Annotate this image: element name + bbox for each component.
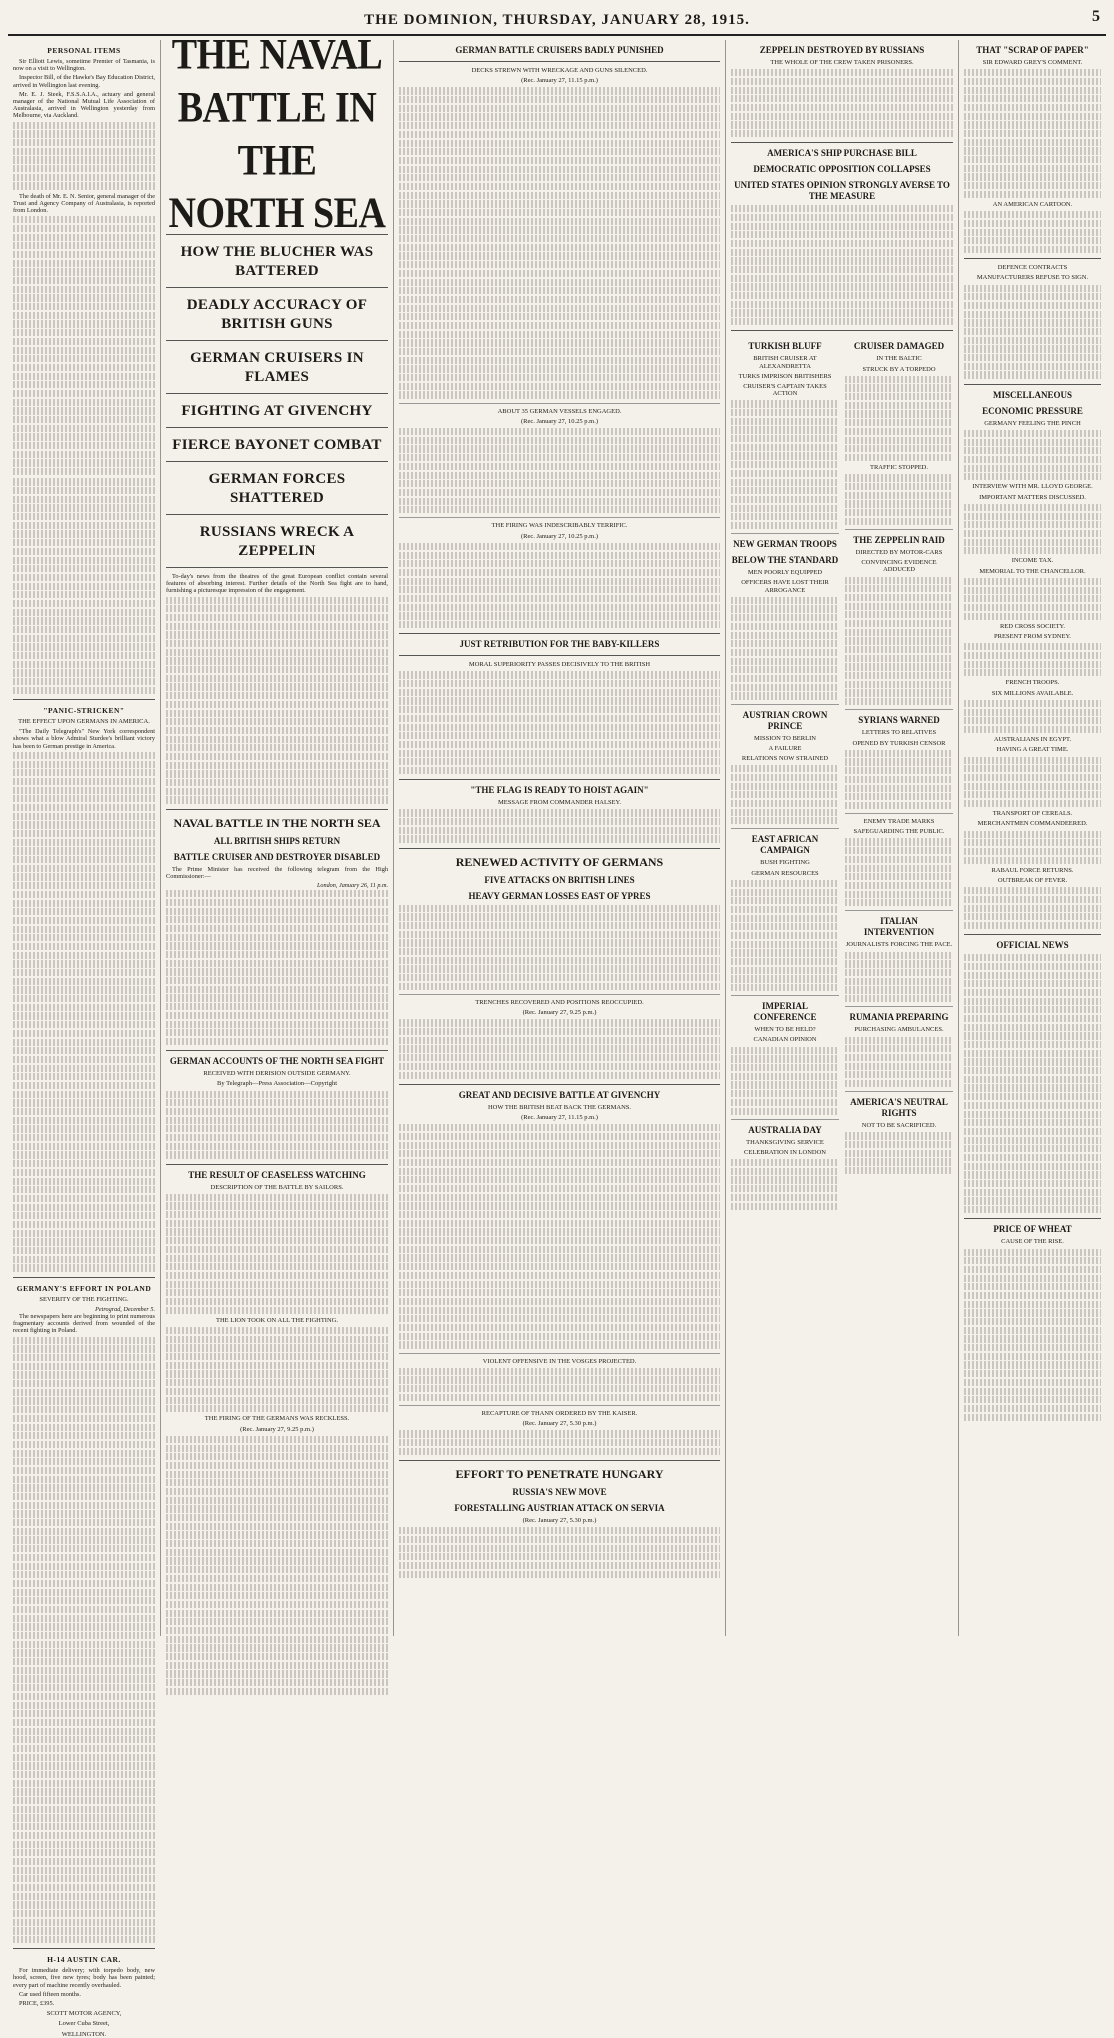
page-number: 5 <box>1092 8 1100 25</box>
subheading-commandeered: MERCHANTMEN COMMANDEERED. <box>977 820 1088 828</box>
subheading-moral: MORAL SUPERIORITY PASSES DECISIVELY TO THE BRITISH <box>468 661 651 669</box>
subheading-sailors: DESCRIPTION OF THE BATTLE BY SAILORS. <box>210 1183 344 1191</box>
subheading-censor: OPENED BY TURKISH CENSOR <box>852 739 946 747</box>
subheading-six-millions: SIX MILLIONS AVAILABLE. <box>991 689 1074 697</box>
columns <box>8 30 1106 2038</box>
subheading-baltic: IN THE BALTIC <box>876 355 922 363</box>
headline-ceaseless: THE RESULT OF CEASELESS WATCHING <box>188 1169 366 1180</box>
masthead-title: THE DOMINION, THURSDAY, JANUARY 28, 1915. <box>364 11 750 28</box>
article-text: The Prime Minister has received the following telegram from the High Commissioner:— <box>166 865 388 880</box>
subheading-strained: RELATIONS NOW STRAINED <box>741 754 829 762</box>
subheading-thann: RECAPTURE OF THANN ORDERED BY THE KAISER. <box>481 1409 638 1417</box>
headline-ship-purchase: AMERICA'S SHIP PURCHASE BILL <box>767 148 917 159</box>
headline-zeppelin-destroyed: ZEPPELIN DESTROYED BY RUSSIANS <box>759 45 925 55</box>
headline-renewed-activity: RENEWED ACTIVITY OF GERMANS <box>455 854 664 869</box>
column-5 <box>959 40 1106 1636</box>
column-4 <box>726 40 959 1636</box>
subheading-sacrificed: NOT TO BE SACRIFICED. <box>861 1122 937 1130</box>
subheading-reckless: THE FIRING OF THE GERMANS WAS RECKLESS. <box>204 1415 350 1423</box>
subheading-halsey: MESSAGE FROM COMMANDER HALSEY. <box>497 799 622 807</box>
subheading-trenches: TRENCHES RECOVERED AND POSITIONS REOCCUPIED. <box>475 999 644 1006</box>
subheading-35-vessels: ABOUT 35 GERMAN VESSELS ENGAGED. <box>497 407 622 415</box>
ad-title: H-14 AUSTIN CAR. <box>47 1955 121 1965</box>
subheading-traffic: TRAFFIC STOPPED. <box>869 464 929 472</box>
received-note: (Rec. January 27, 10.25 p.m.) <box>520 532 599 540</box>
subheading-red-cross: RED CROSS SOCIETY. <box>999 622 1066 630</box>
headline-givenchy: FIGHTING AT GIVENCHY <box>181 403 373 419</box>
received-note: (Rec. January 27, 11.15 p.m.) <box>521 1113 598 1121</box>
headline-naval-battle: NAVAL BATTLE IN THE NORTH SEA <box>173 815 381 830</box>
column-4-left <box>731 336 839 1212</box>
subheading-resources: GERMAN RESOURCES <box>751 869 819 877</box>
headline-retribution: JUST RETRIBUTION FOR THE BABY-KILLERS <box>459 639 660 650</box>
subheading-celebration: CELEBRATION IN LONDON <box>744 1148 826 1156</box>
headline-russias-move: RUSSIA'S NEW MOVE <box>512 1486 607 1497</box>
headline-disabled: BATTLE CRUISER AND DESTROYER DISABLED <box>173 851 381 862</box>
subheading-fever: OUTBREAK OF FEVER. <box>997 877 1068 885</box>
article-text: The newspapers here are beginning to print numerous fragmentary accounts derived from wounded of the recent fighting in Poland. <box>13 1313 155 1335</box>
headline-hungary: EFFORT TO PENETRATE HUNGARY <box>455 1466 664 1481</box>
dateline: Petrograd, December 5. <box>95 1305 155 1313</box>
subheading-income-tax: INCOME TAX. <box>1011 557 1054 565</box>
headline-below-standard: BELOW THE STANDARD <box>731 555 839 566</box>
panic-stricken-heading: "PANIC-STRICKEN" <box>43 706 125 716</box>
subheading-evidence: CONVINCING EVIDENCE ADDUCED <box>861 559 937 574</box>
column-4-split <box>731 336 953 1212</box>
subheading-egypt: AUSTRALIANS IN EGYPT. <box>993 736 1072 744</box>
subheading-sydney: PRESENT FROM SYDNEY. <box>994 633 1071 641</box>
subheading-arrogance: OFFICERS HAVE LOST THEIR ARROGANCE <box>741 579 829 594</box>
headline-cruiser-damaged: CRUISER DAMAGED <box>853 341 945 352</box>
subheading-rabaul: RABAUL FORCE RETURNS. <box>991 866 1074 874</box>
headline-scrap-of-paper: THAT "SCRAP OF PAPER" <box>976 45 1089 55</box>
headline-syrians: SYRIANS WARNED <box>858 715 940 726</box>
ad-note: Car used fifteen months. <box>19 1990 81 1998</box>
panic-subheading: THE EFFECT UPON GERMANS IN AMERICA. <box>18 718 150 726</box>
column-2 <box>161 30 394 1636</box>
subheading-alexandretta: BRITISH CRUISER AT ALEXANDRETTA <box>753 355 817 370</box>
headline-five-attacks: FIVE ATTACKS ON BRITISH LINES <box>484 874 635 885</box>
headline-shattered: GERMAN FORCES SHATTERED <box>208 471 346 506</box>
headline-blucher: HOW THE BLUCHER WAS BATTERED <box>180 244 374 279</box>
headline-new-troops: NEW GERMAN TROOPS <box>733 539 837 550</box>
headline-cruisers-flames: GERMAN CRUISERS IN FLAMES <box>190 350 364 385</box>
byline: By Telegraph—Press Association—Copyright <box>216 1080 338 1088</box>
main-headline-line1: THE NAVAL BATTLE IN <box>171 30 383 132</box>
headline-east-africa: EAST AFRICAN CAMPAIGN <box>751 834 819 856</box>
headline-australia-day: AUSTRALIA DAY <box>748 1124 822 1135</box>
column-1 <box>8 40 161 2038</box>
subheading-imprison: TURKS IMPRISON BRITISHERS <box>738 372 832 380</box>
received-note: (Rec. January 27, 10.25 p.m.) <box>520 417 599 425</box>
subheading-poorly-equipped: MEN POORLY EQUIPPED <box>747 569 823 577</box>
subheading-torpedo: STRUCK BY A TORPEDO <box>862 365 936 373</box>
subheading-motor-cars: DIRECTED BY MOTOR-CARS <box>855 548 943 556</box>
headline-crown-prince: AUSTRIAN CROWN PRINCE <box>742 709 828 731</box>
article-text: "The Daily Telegraph's" New York correspondent shows what a blow Admiral Sturdee's brilliant victory has been to German prestige in America. <box>13 728 155 750</box>
subheading-rise: CAUSE OF THE RISE. <box>1001 1238 1064 1246</box>
subheading-matters: IMPORTANT MATTERS DISCUSSED. <box>979 493 1086 501</box>
column-3 <box>394 40 726 1636</box>
subheading-crew: THE WHOLE OF THE CREW TAKEN PRISONERS. <box>770 59 914 66</box>
headline-official-news: OFFICIAL NEWS <box>996 940 1069 951</box>
subheading-wreckage: DECKS STREWN WITH WRECKAGE AND GUNS SILENCED. <box>471 67 648 74</box>
article-text: Sir Elliott Lewis, sometime Premier of Tasmania, is now on a visit to Wellington. <box>13 58 155 73</box>
subheading-thanksgiving: THANKSGIVING SERVICE <box>746 1138 824 1146</box>
headline-miscellaneous: MISCELLANEOUS <box>992 389 1073 400</box>
headline-zeppelin: RUSSIANS WRECK A ZEPPELIN <box>199 524 355 559</box>
headline-zeppelin-raid: THE ZEPPELIN RAID <box>853 534 945 545</box>
ad-price: PRICE, £395. <box>19 2000 55 2008</box>
subheading-safeguarding: SAFEGUARDING THE PUBLIC. <box>853 828 945 836</box>
main-headline-line2: THE NORTH SEA <box>168 136 386 238</box>
subheading-canadian: CANADIAN OPINION <box>753 1036 817 1044</box>
received-note: (Rec. January 27, 5.30 p.m.) <box>522 1420 597 1428</box>
headline-economic: ECONOMIC PRESSURE <box>982 405 1083 416</box>
headline-ships-return: ALL BRITISH SHIPS RETURN <box>213 835 341 846</box>
subheading-terrific: THE FIRING WAS INDESCRIBABLY TERRIFIC. <box>491 522 628 530</box>
subheading-lloyd-george: INTERVIEW WITH MR. LLOYD GEORGE. <box>972 483 1093 491</box>
subheading-when-held: WHEN TO BE HELD? <box>754 1026 816 1034</box>
article-text: Inspector Bill, of the Hawke's Bay Education District, arrived in Wellington last evening. <box>13 74 155 89</box>
subheading-bush: BUSH FIGHTING <box>760 859 810 867</box>
ad-agent: SCOTT MOTOR AGENCY, <box>46 2010 122 2018</box>
subheading-grey: SIR EDWARD GREY'S COMMENT. <box>982 59 1083 66</box>
personal-items-heading: PERSONAL ITEMS <box>47 46 121 55</box>
subheading-failure: A FAILURE <box>768 744 802 752</box>
subheading-french-troops: FRENCH TROOPS. <box>1005 679 1060 687</box>
received-note: (Rec. January 27, 9.25 p.m.) <box>240 1425 314 1433</box>
headline-accuracy: DEADLY ACCURACY OF BRITISH GUNS <box>186 297 368 332</box>
lead-text: To-day's news from the theatres of the great European conflict contain several features of absorbing interest. Further details of the North Sea fight are to hand, furnishing a picturesque impression of the engagement. <box>166 573 388 595</box>
main-headline <box>166 28 388 240</box>
subheading-journalists: JOURNALISTS FORCING THE PACE. <box>845 941 953 949</box>
article-text: Mr. E. J. Steek, F.S.S.A.I.A., actuary and general manager of the National Mutual Life Association of Australasia, arrived in Wellington yesterday from Melbourne, via Auckland. <box>13 90 155 120</box>
dateline: London, January 26, 11 p.m. <box>316 882 388 890</box>
received-note: (Rec. January 27, 9.25 p.m.) <box>522 1009 597 1017</box>
subheading-cereals: TRANSPORT OF CEREALS. <box>992 810 1073 818</box>
headline-decisive-battle: GREAT AND DECISIVE BATTLE AT GIVENCHY <box>458 1089 661 1100</box>
subheading-pinch: GERMANY FEELING THE PINCH <box>984 419 1081 427</box>
subheading-memorial: MEMORIAL TO THE CHANCELLOR. <box>979 567 1086 575</box>
article-text: The death of Mr. E. N. Senior, general manager of the Trust and Agency Company of Australasia, is reported from London. <box>13 192 155 215</box>
subheading-ambulances: PURCHASING AMBULANCES. <box>854 1026 944 1034</box>
headline-flag: "THE FLAG IS READY TO HOIST AGAIN" <box>470 785 649 796</box>
headline-bayonet: FIERCE BAYONET COMBAT <box>172 437 382 453</box>
received-note: (Rec. January 27, 5.30 p.m.) <box>522 1516 597 1524</box>
received-note: (Rec. January 27, 11.15 p.m.) <box>521 77 598 85</box>
headline-imperial-conference: IMPERIAL CONFERENCE <box>753 1001 817 1023</box>
subheading-trade-marks: ENEMY TRADE MARKS <box>863 818 935 826</box>
subheading-refuse: MANUFACTURERS REFUSE TO SIGN. <box>976 274 1089 282</box>
subheading-great-time: HAVING A GREAT TIME. <box>996 746 1069 754</box>
headline-turkish-bluff: TURKISH BLUFF <box>748 341 822 352</box>
headline-ypres: HEAVY GERMAN LOSSES EAST OF YPRES <box>468 890 651 901</box>
subheading-beat-back: HOW THE BRITISH BEAT BACK THE GERMANS. <box>487 1103 632 1111</box>
headline-neutral-rights: AMERICA'S NEUTRAL RIGHTS <box>850 1097 948 1119</box>
poland-subheading: SEVERITY OF THE FIGHTING. <box>39 1295 129 1303</box>
subheading-mission: MISSION TO BERLIN <box>754 734 816 742</box>
headline-servia: FORESTALLING AUSTRIAN ATTACK ON SERVIA <box>454 1502 665 1513</box>
headline-battle-cruisers: GERMAN BATTLE CRUISERS BADLY PUNISHED <box>455 45 664 55</box>
subheading-lion: THE LION TOOK ON ALL THE FIGHTING. <box>216 1316 338 1324</box>
subheading-derision: RECEIVED WITH DERISION OUTSIDE GERMANY. <box>203 1070 351 1078</box>
headline-german-accounts: GERMAN ACCOUNTS OF THE NORTH SEA FIGHT <box>169 1056 385 1067</box>
ad-street: Lower Cuba Street, <box>58 2020 110 2028</box>
headline-rumania: RUMANIA PREPARING <box>849 1012 949 1023</box>
headline-wheat: PRICE OF WHEAT <box>993 1224 1072 1235</box>
subheading-cartoon: AN AMERICAN CARTOON. <box>992 201 1073 209</box>
column-4-right <box>845 336 953 1212</box>
subheading-defence-contracts: DEFENCE CONTRACTS <box>997 264 1068 272</box>
subheading-letters: LETTERS TO RELATIVES <box>861 729 937 737</box>
poland-heading: GERMANY'S EFFORT IN POLAND <box>16 1283 152 1293</box>
ad-text: For immediate delivery; with torpedo body, new hood, screen, five new tyres; body has been painted; every part of machine recently overhauled. <box>13 1967 155 1989</box>
ad-city: WELLINGTON. <box>61 2030 107 2038</box>
headline-italian: ITALIAN INTERVENTION <box>863 916 935 938</box>
headline-democratic: DEMOCRATIC OPPOSITION COLLAPSES <box>753 164 931 175</box>
subheading-captain: CRUISER'S CAPTAIN TAKES ACTION <box>743 382 827 398</box>
headline-averse: UNITED STATES OPINION STRONGLY AVERSE TO THE MEASURE <box>734 180 950 202</box>
subheading-vosges: VIOLENT OFFENSIVE IN THE VOSGES PROJECTED. <box>482 1357 637 1365</box>
